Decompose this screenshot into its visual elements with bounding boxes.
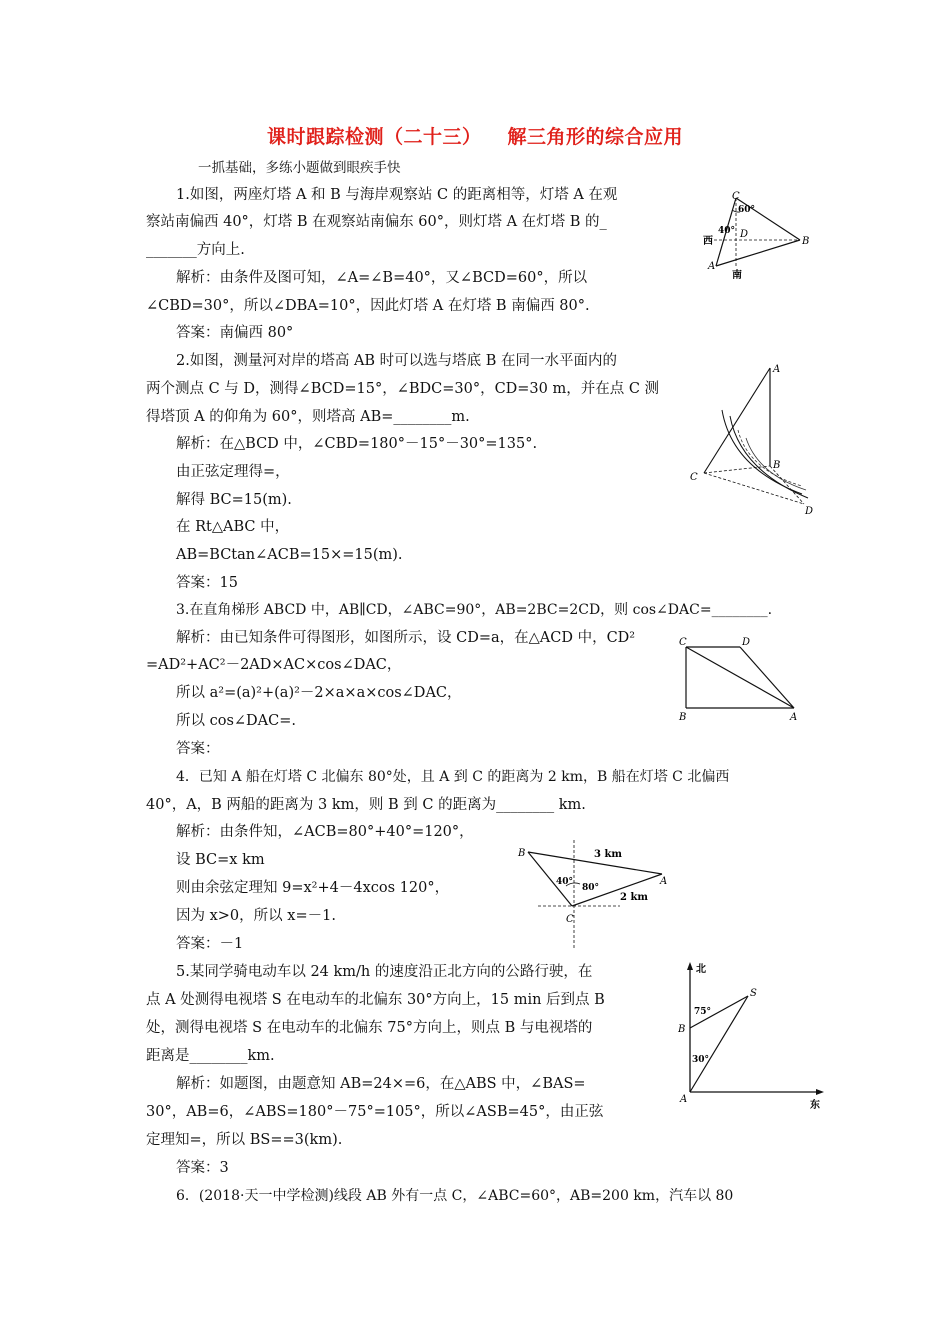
q2-answer: 答案：15 [176, 575, 238, 591]
q2-line2: 两个测点 C 与 D，测得∠BCD=15°，∠BDC=30°，CD=30 m，并在点 C 测 [146, 381, 660, 397]
q5-line1: 5.某同学骑电动车以 24 km/h 的速度沿正北方向的公路行驶，在 [176, 964, 593, 980]
label-A: A [773, 364, 781, 375]
figure-tower [684, 358, 824, 518]
label-B: B [773, 460, 781, 471]
label-C: C [732, 191, 740, 202]
label-A: A [790, 712, 798, 723]
label-C: C [679, 637, 687, 648]
q3-solution-1: 解析：由已知条件可得图形，如图所示，设 CD=a，在△ACD 中，CD² [176, 630, 636, 646]
q1-line2: 察站南偏西 40°，灯塔 B 在观察站南偏东 60°，则灯塔 A 在灯塔 B 的_ [146, 214, 607, 230]
q2-solution-4: 在 Rt△ABC 中， [176, 519, 290, 535]
q2-solution-3: 解得 BC=15(m). [176, 492, 292, 508]
label-60: 60° [738, 205, 756, 215]
q1-solution-1: 解析：由条件及图可知，∠A=∠B=40°，又∠BCD=60°，所以 [176, 270, 588, 286]
label-S: S [750, 988, 757, 999]
q3-line1: 3.在直角梯形 ABCD 中，AB∥CD，∠ABC=90°，AB=2BC=2CD，则 cos∠DAC=________. [176, 602, 773, 618]
q2-solution-5: AB=BCtan∠ACB=15×=15(m). [176, 547, 403, 563]
label-B: B [678, 1024, 686, 1035]
east-label: 东 [810, 1100, 820, 1110]
north-label: 北 [696, 964, 706, 975]
title-topic: 解三角形的综合应用 [507, 126, 684, 148]
q1-solution-2: ∠CBD=30°，所以∠DBA=10°，因此灯塔 A 在灯塔 B 南偏西 80°. [146, 298, 590, 314]
figure-ships [510, 840, 670, 952]
q4-solution-1: 解析：由条件知，∠ACB=80°+40°=120°， [176, 824, 474, 840]
label-2km: 2 km [620, 892, 648, 903]
label-30: 30° [692, 1055, 710, 1065]
label-C: C [566, 914, 574, 925]
label-B: B [518, 848, 526, 859]
label-D: D [742, 637, 751, 648]
q2-solution-1: 解析：在△BCD 中，∠CBD=180°－15°－30°=135°. [176, 436, 538, 452]
page-title [0, 122, 950, 149]
figure-tv-tower [678, 960, 828, 1110]
q5-line4: 距离是________km. [146, 1048, 275, 1064]
label-40: 40° [718, 226, 736, 236]
q4-solution-3: 则由余弦定理知 9=x²+4－4xcos 120°， [176, 880, 450, 896]
q3-solution-4: 所以 cos∠DAC=. [176, 713, 297, 729]
q1-line3: _______方向上. [146, 242, 245, 258]
label-D: D [740, 229, 749, 240]
label-80: 80° [582, 883, 600, 893]
q4-solution-4: 因为 x>0，所以 x=－1. [176, 908, 336, 924]
q1-line1: 1.如图，两座灯塔 A 和 B 与海岸观察站 C 的距离相等，灯塔 A 在观 [176, 187, 618, 203]
label-south: 南 [732, 270, 742, 281]
q3-solution-3: 所以 a²=(a)²+(a)²－2×a×a×cos∠DAC， [176, 685, 462, 701]
q1-answer: 答案：南偏西 80° [176, 325, 294, 341]
figure-lighthouses [700, 190, 820, 282]
q5-answer: 答案：3 [176, 1160, 229, 1176]
q4-solution-2: 设 BC=x km [176, 852, 265, 868]
figure-trapezoid [676, 634, 806, 724]
q4-line1: 4．已知 A 船在灯塔 C 北偏东 80°处，且 A 到 C 的距离为 2 km，B 船在灯塔 C 北偏西 [176, 769, 730, 785]
label-3km: 3 km [594, 849, 622, 860]
q5-line2: 点 A 处测得电视塔 S 在电动车的北偏东 30°方向上，15 min 后到点 B [146, 992, 605, 1008]
label-D: D [805, 506, 814, 517]
label-B: B [802, 236, 810, 247]
q5-solution-3: 定理知=，所以 BS==3(km). [146, 1132, 343, 1148]
label-75: 75° [694, 1007, 712, 1017]
label-A: A [680, 1094, 688, 1105]
q5-solution-1: 解析：如题图，由题意知 AB=24×=6，在△ABS 中，∠BAS= [176, 1076, 586, 1092]
q6-line1: 6．(2018·天一中学检测)线段 AB 外有一点 C，∠ABC=60°，AB=200 km，汽车以 80 [176, 1188, 734, 1204]
q2-line1: 2.如图，测量河对岸的塔高 AB 时可以选与塔底 B 在同一水平面内的 [176, 353, 618, 369]
label-west: 西 [703, 236, 713, 247]
label-A: A [708, 261, 716, 272]
label-C: C [690, 472, 698, 483]
q4-line2: 40°，A，B 两船的距离为 3 km，则 B 到 C 的距离为________ km. [146, 797, 586, 813]
q2-line3: 得塔顶 A 的仰角为 60°，则塔高 AB=________m. [146, 409, 470, 425]
label-B: B [679, 712, 687, 723]
q2-solution-2: 由正弦定理得=， [176, 464, 290, 480]
q5-line3: 处，测得电视塔 S 在电动车的北偏东 75°方向上，则点 B 与电视塔的 [146, 1020, 593, 1036]
title-main: 课时跟踪检测（二十三） [266, 126, 482, 148]
label-40: 40° [556, 877, 574, 887]
q5-solution-2: 30°，AB=6，∠ABS=180°－75°=105°，所以∠ASB=45°，由正弦 [146, 1104, 604, 1120]
q3-solution-2: =AD²+AC²－2AD×AC×cos∠DAC， [146, 657, 402, 673]
q3-answer: 答案： [176, 741, 220, 757]
q4-answer: 答案：－1 [176, 936, 244, 952]
section-heading: 一抓基础，多练小题做到眼疾手快 [198, 160, 401, 176]
label-A: A [660, 876, 668, 887]
